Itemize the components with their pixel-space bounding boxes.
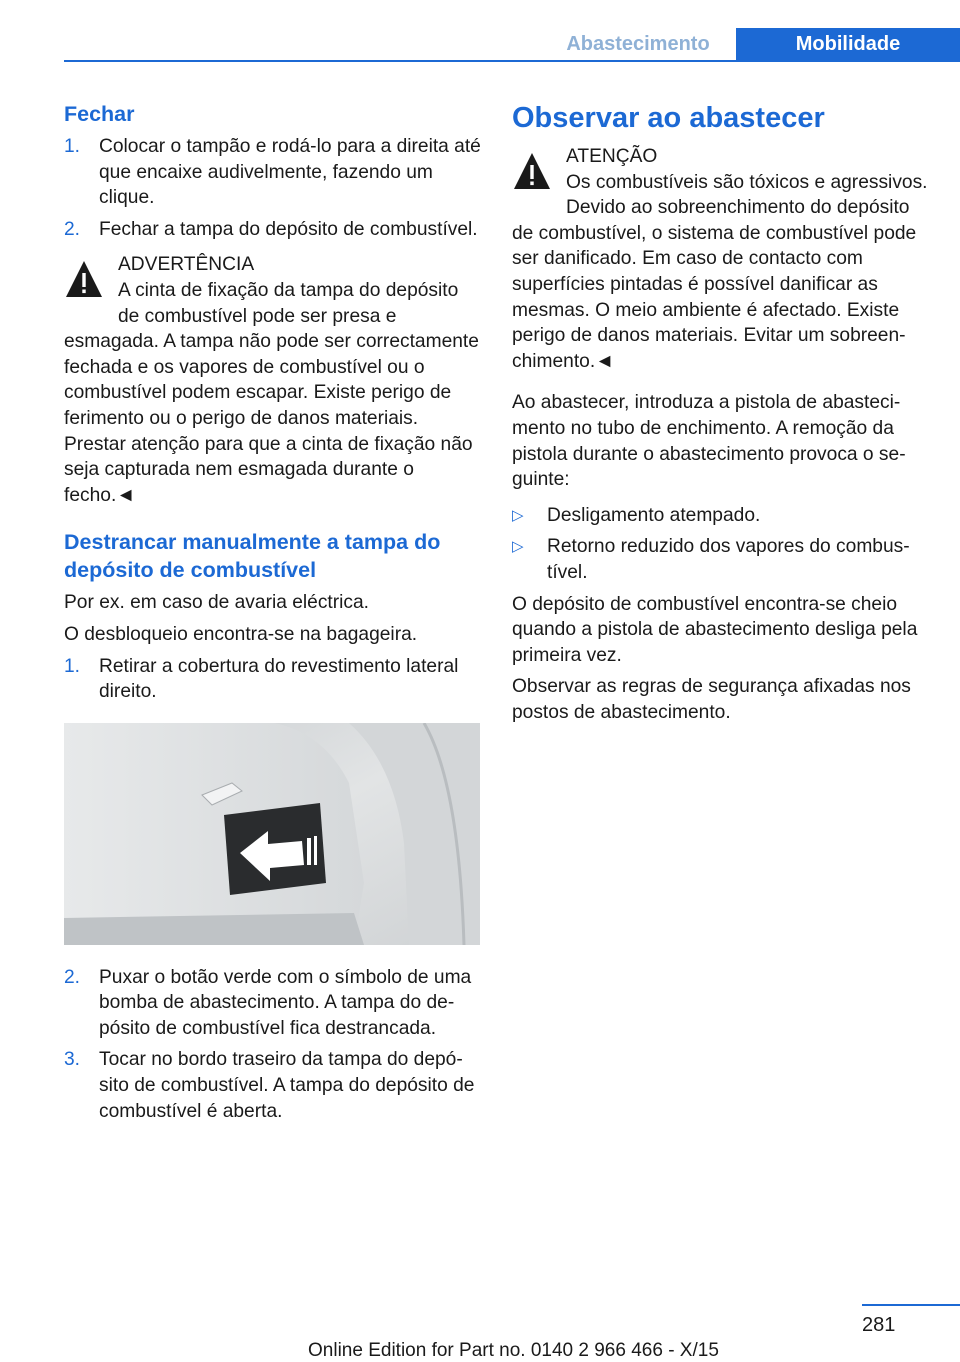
bullet-text: Retorno reduzido dos vapores do combustível. bbox=[547, 536, 910, 583]
list-item bbox=[512, 503, 928, 529]
footer-divider bbox=[862, 1304, 960, 1306]
step-number: 1. bbox=[64, 136, 81, 157]
paragraph: Ao abastecer, introduza a pistola de abastecimento no tubo de enchimento. A remoção da pistola durante o abastecimento provoca o seguinte: bbox=[512, 392, 906, 491]
header-section: Abastecimento bbox=[566, 33, 710, 55]
right-column bbox=[512, 100, 928, 731]
heading-observar: Observar ao abastecer bbox=[512, 102, 825, 134]
list-item bbox=[512, 534, 928, 585]
warning-triangle-icon bbox=[64, 258, 104, 302]
triangle-right-icon: ▷ bbox=[512, 538, 524, 556]
paragraph: Observar as regras de segurança afixadas nos postos de abastecimento. bbox=[512, 676, 911, 723]
paragraph: O desbloqueio encontra-se na bagageira. bbox=[64, 623, 418, 645]
trunk-panel-illustration bbox=[64, 723, 480, 945]
caution-title: ATENÇÃO bbox=[566, 146, 658, 167]
paragraph: O depósito de combustível encontra-se cheio quando a pistola de abastecimento desliga pela primeira vez. bbox=[512, 593, 918, 666]
edition-note: Online Edition for Part no. 0140 2 966 466 - X/15 bbox=[308, 1340, 719, 1361]
warning-block bbox=[64, 252, 482, 508]
list-item bbox=[64, 654, 482, 705]
left-column bbox=[64, 100, 482, 1130]
paragraph: Por ex. em caso de avaria eléctrica. bbox=[64, 592, 370, 614]
heading-destrancar: Destrancar manualmente a tampa do depósito de combustível bbox=[64, 530, 441, 583]
step-text: Colocar o tampão e rodá-lo para a direita até que encaixe audivelmente, fazendo um clique. bbox=[99, 136, 481, 209]
bullet-text: Desligamento atempado. bbox=[547, 504, 761, 526]
step-text: Tocar no bordo traseiro da tampa do depósito de combustível. A tampa do depósito de combustível é aberta. bbox=[99, 1049, 475, 1122]
triangle-right-icon: ▷ bbox=[512, 506, 524, 524]
warning-triangle-icon bbox=[512, 150, 552, 194]
caution-text: Os combustíveis são tóxicos e agressivos. Devido ao sobreenchimento do depósito de combustível, o sistema de combustível pode ser danificado. Em caso de contacto com superfícies pintadas é possível danificar as mesmas. O meio ambiente é afectado. Existe perigo de danos materiais. Evitar um sobreenchimento.◄ bbox=[512, 171, 928, 372]
step-number: 2. bbox=[64, 218, 81, 240]
heading-fechar: Fechar bbox=[64, 102, 135, 126]
step-number: 3. bbox=[64, 1049, 81, 1071]
warning-title: ADVERTÊNCIA bbox=[118, 254, 255, 276]
trunk-release-figure bbox=[64, 723, 480, 945]
step-text: Fechar a tampa do depósito de combustível. bbox=[99, 218, 478, 240]
page-number: 281 bbox=[862, 1314, 896, 1336]
list-item bbox=[64, 965, 482, 1042]
header-divider bbox=[64, 60, 960, 62]
step-text: Retirar a cobertura do revestimento lateral direito. bbox=[99, 655, 459, 703]
header-chapter: Mobilidade bbox=[736, 28, 960, 60]
step-number: 2. bbox=[64, 966, 81, 988]
step-text: Puxar o botão verde com o símbolo de uma bomba de abastecimento. A tampa do depósito de combustível fica destrancada. bbox=[99, 966, 472, 1039]
step-number: 1. bbox=[64, 655, 81, 677]
list-item bbox=[64, 1047, 482, 1124]
list-item bbox=[64, 217, 482, 243]
caution-block bbox=[512, 144, 928, 374]
list-item bbox=[64, 134, 482, 211]
warning-text: A cinta de fixação da tampa do depósito de combustível pode ser presa e esmagada. A tampa não pode ser correctamente fechada e os vapores de combustível ou o combustível podem escapar. Existe perigo de ferimento ou o perigo de danos materiais. Prestar atenção para que a cinta de fixação não seja capturada nem esmagada durante o fecho.◄ bbox=[64, 279, 479, 506]
